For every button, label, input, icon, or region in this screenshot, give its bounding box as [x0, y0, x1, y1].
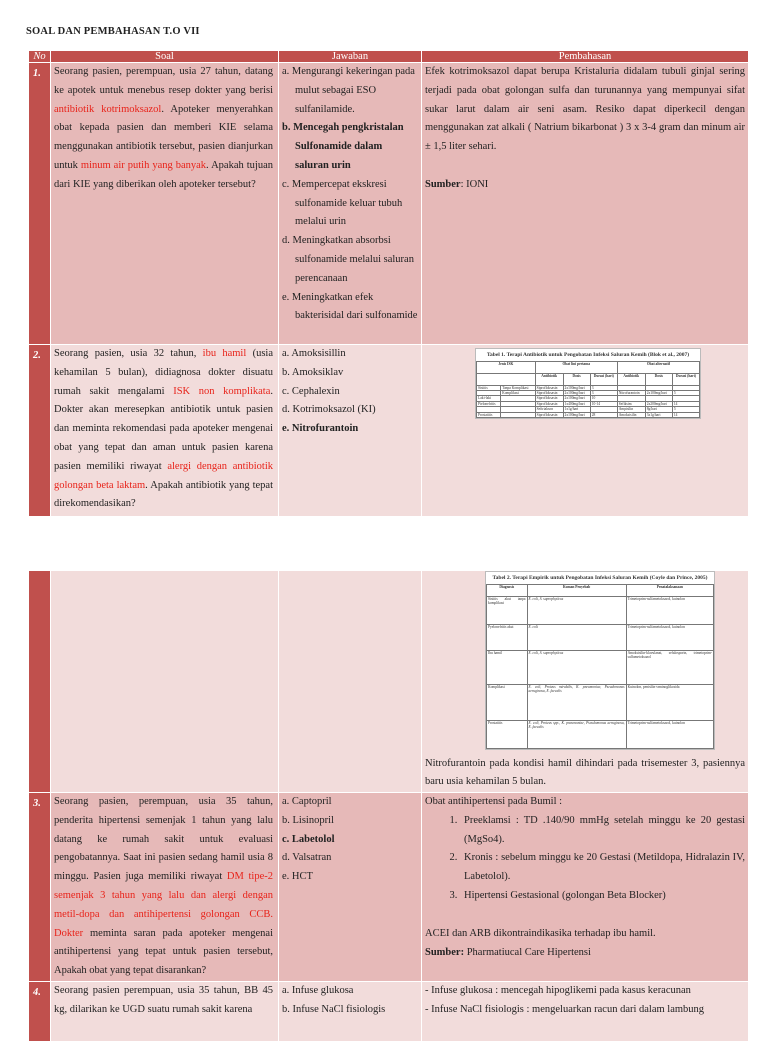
empirical-therapy-table-image	[485, 571, 715, 750]
table1-caption: Tabel 1. Terapi Antibiotik untuk Pengobatan Infeksi Saluran Kemih (Blok et al., 2007)	[486, 352, 690, 358]
table2-header: Diagnosis	[487, 584, 528, 596]
table1-cell: Siprofloksasin	[535, 390, 563, 395]
explanation	[422, 63, 749, 345]
table2-cell: E. coli, Proteus mirabilis, K. pneumoniae, Pseudomonas aeruginosa, E. faecalis	[527, 684, 626, 720]
choice-b: b. Amoksiklav	[282, 366, 344, 378]
explanation-list	[425, 812, 745, 906]
table1-cell: 28	[590, 412, 617, 417]
table2-header: Kuman Penyebab	[527, 584, 626, 596]
choice-d: d. Meningkatkan absorbsi sulfonamide melalui saluran perencanaan	[282, 235, 414, 284]
table2-cell: Sistitis akut tanpa komplikasi	[487, 596, 528, 624]
table1-cell: Pielonefritis	[477, 401, 501, 406]
soal-part: (usia kehamilan 5 bulan), didiagnosa dokter disuatu rumah sakit mengalami	[54, 348, 273, 397]
table1-header: Durasi (hari)	[672, 373, 699, 385]
table-header-row	[29, 51, 749, 63]
choice-e: e. HCT	[282, 871, 313, 883]
table1-cell: 2x100mg/hari	[563, 412, 590, 417]
antibiotic-table-image	[475, 348, 701, 419]
table2-caption: Tabel 2. Terapi Empirik untuk Pengobatan Infeksi Saluran Kemih (Coyle dan Prince, 2005)	[492, 575, 708, 581]
explanation	[422, 345, 749, 517]
source-label: Sumber:	[425, 946, 465, 958]
answer-choices	[279, 345, 422, 517]
explanation	[422, 793, 749, 982]
table2-cell: E. coli, Proteus spp., K. pneumoniae, Pseudomonas aeruginosa, E. faecalis	[527, 720, 626, 748]
question-number: 4.	[29, 982, 51, 1042]
highlight-text: minum air putih yang banyak	[80, 159, 207, 171]
source-line	[425, 176, 745, 195]
table1-header: Jenis ISK	[477, 361, 536, 373]
soal-part: . Apoteker menyerahkan obat kepada pasien dan memberi KIE selama menggunakan antibiotik tersebut, pasien dianjurkan untuk	[54, 103, 273, 171]
table1-cell: 5	[672, 390, 699, 395]
table2-cell: Amoksisilin-klavulanat, sefalosporin, trimetoprim-sulfametoksazol	[626, 650, 713, 684]
soal-part: . Apakah tujuan dari KIE yang diberikan oleh apoteker tersebut?	[54, 159, 273, 190]
choice-b: b. Lisinopril	[282, 814, 334, 826]
table1-cell: Amoksisilin	[617, 412, 645, 417]
table1-cell: Sefiksim	[617, 401, 645, 406]
table1-header: Dosis	[563, 373, 590, 385]
highlight-text: antibiotik kotrimoksazol	[54, 103, 162, 115]
source-line	[425, 944, 745, 963]
question-number: 1.	[29, 63, 51, 345]
choice-b: b. Infuse NaCl fisiologis	[282, 1003, 386, 1015]
table1-cell	[501, 412, 536, 417]
explanation-intro: Obat antihipertensi pada Bumil :	[425, 796, 563, 808]
table1-cell: 10-14	[590, 401, 617, 406]
choice-a: a. Amoksisillin	[282, 348, 346, 359]
qa-table-part-2	[28, 570, 749, 1042]
question-number: 3.	[29, 793, 51, 982]
highlight-text: DM tipe-2 semenjak 3 tahun yang lalu dan alergi dengan metil-dopa dan antihipertensi golongan CCB. Dokter	[54, 871, 273, 939]
table1-cell: 2x200mg/hari	[645, 401, 672, 406]
highlight-text: ISK non komplikata	[173, 385, 271, 397]
table1-cell: 2x100mg/hari	[563, 390, 590, 395]
explanation-list	[425, 982, 745, 1020]
question-number: 2.	[29, 345, 51, 517]
qa-table-part-1	[28, 50, 749, 517]
table1-header: Durasi (hari)	[590, 373, 617, 385]
table1-cell: 2x100mg/hari	[645, 390, 672, 395]
table1-cell: 5	[672, 407, 699, 412]
choice-c: c. Mempercepat ekskresi sulfonamide keluar tubuh melalui urin	[282, 178, 403, 228]
question-row-2	[29, 345, 749, 517]
explanation-text: Nitrofurantoin pada kondisi hamil dihindari pada trisemester 3, pasiennya baru usia kehamilan 5 bulan.	[425, 757, 745, 788]
table2-cell: Trimetoprim-sulfametoksazol, kuinolon	[626, 596, 713, 624]
table1-cell: 1x1g/hari	[563, 407, 590, 412]
table1	[476, 361, 700, 418]
header-soal: Soal	[51, 51, 279, 63]
question-text: Seorang pasien perempuan, usia 35 tahun, BB 45 kg, dilarikan ke UGD suatu rumah sakit karena	[51, 982, 279, 1042]
table1-group-alt: Obat alternatif	[617, 361, 699, 373]
table1-header	[477, 373, 536, 385]
table2-cell: E. coli	[527, 624, 626, 650]
header-pembahasan: Pembahasan	[422, 51, 749, 63]
table2-cell: Prostatitis	[487, 720, 528, 748]
table1-cell: Ampisilin	[617, 407, 645, 412]
explanation	[422, 571, 749, 793]
table1-cell: 1x400mg/hari	[563, 401, 590, 406]
table2-cell: Pyelonefritis akut	[487, 624, 528, 650]
table2-cell: Kuinolon, penisilin+aminoglikosida	[626, 684, 713, 720]
table1-cell: Siprofloksasin	[535, 385, 563, 390]
answer-choices	[279, 982, 422, 1042]
choice-c: c. Cephalexin	[282, 385, 340, 397]
table1-header: Dosis	[645, 373, 672, 385]
choice-d: d. Kotrimoksazol (KI)	[282, 404, 376, 416]
document-title: SOAL DAN PEMBAHASAN T.O VII	[26, 26, 200, 37]
table2-cell: E. coli, S. saprophyticus	[527, 650, 626, 684]
choice-d: d. Valsatran	[282, 852, 332, 864]
table2-cell: Trimetoprim-sulfametoksazol, kuinolon	[626, 624, 713, 650]
answer-choices	[279, 63, 422, 345]
table1-cell: 2x100mg/hari	[563, 396, 590, 401]
table1-group-first: Obat lini pertama	[535, 361, 617, 373]
table1-cell: Seftriakson	[535, 407, 563, 412]
table1-cell: Laki-laki	[477, 396, 501, 401]
table1-cell: Tanpa Komplikasi	[501, 385, 536, 390]
question-text	[51, 793, 279, 982]
choice-a: a. Mengurangi kekeringan pada mulut sebagai ESO sulfanilamide.	[282, 66, 415, 115]
table2-cell: Trimetoprim-sulfametoksazol, kuinolon	[626, 720, 713, 748]
table1-cell: 14	[672, 401, 699, 406]
table1-cell: Sistitis	[477, 385, 501, 390]
soal-part: . Apakah antibiotik yang tepat direkomendasikan?	[54, 479, 273, 510]
soal-part: . Dokter akan meresepkan antibiotik untuk pasien dan meminta rekomendasi pada apoteker mengenai obat yang tepat dan aman untuk pasien karena pasien memiliki riwayat	[54, 385, 273, 472]
question-row-4	[29, 982, 749, 1042]
choice-a: a. Infuse glukosa	[282, 985, 354, 997]
table1-cell: 3	[590, 385, 617, 390]
question-row-2-continued	[29, 571, 749, 793]
source-value: Pharmatiucal Care Hipertensi	[464, 946, 591, 958]
highlight-text: ibu hamil	[202, 348, 247, 359]
table1-cell: 8g/hari	[645, 407, 672, 412]
table1-cell: Siprofloksasin	[535, 401, 563, 406]
explanation-note: ACEI dan ARB dikontraindikasika terhadap ibu hamil.	[425, 927, 656, 939]
table2	[486, 584, 714, 749]
list-item: 2. Kronis : sebelum minggu ke 20 Gestasi (Metildopa, Hidralazin IV, Labetolol).	[460, 849, 745, 887]
question-row-1	[29, 63, 749, 345]
table1-cell: Nitrofurantoin	[617, 390, 645, 395]
choice-e: e. Meningkatkan efek bakterisidal dari sulfonamide	[282, 291, 418, 322]
explanation-text: Efek kotrimoksazol dapat berupa Kristaluria didalam tubuli ginjal sering terjadi pada obat golongan sulfa dan turunannya yang mempunyai sifat sukar larut dalam air seni asam. Resiko dapat diperkecil dengan menggunakan zat alkali ( Natrium bikarbonat ) 3 x 3-4 gram dan minum air ± 1,5 liter sehari.	[425, 66, 745, 153]
question-row-3	[29, 793, 749, 982]
list-item: 3. Hipertensi Gestasional (golongan Beta Blocker)	[460, 887, 745, 906]
table1-header: Antibiotik	[617, 373, 645, 385]
table1-cell: 3	[590, 390, 617, 395]
table1-cell: Prostatitis	[477, 412, 501, 417]
table2-cell: E. coli, S. saprophyticus	[527, 596, 626, 624]
table2-cell: Ibu hamil	[487, 650, 528, 684]
soal-part: Seorang pasien, perempuan, usia 27 tahun, datang ke apotek untuk menebus resep dokter yang berisi	[54, 66, 273, 96]
table2-cell: Komplikasi	[487, 684, 528, 720]
header-jawaban: Jawaban	[279, 51, 422, 63]
table2-header: Penatalaksanaan	[626, 584, 713, 596]
list-item: 1. Preeklamsi : TD .140/90 mmHg setelah minggu ke 20 gestasi (MgSo4).	[460, 812, 745, 850]
soal-part: Seorang pasien, usia 32 tahun,	[54, 348, 203, 359]
table1-cell: Siprofloksasin	[535, 396, 563, 401]
table1-cell: 10	[590, 396, 617, 401]
source-value: : IONI	[460, 178, 489, 190]
choice-e-correct: e. Nitrofurantoin	[282, 423, 359, 435]
soal-part: Seorang pasien, perempuan, usia 35 tahun, penderita hipertensi semenjak 1 tahun yang lalu datang ke rumah sakit untuk evaluasi pengobatannya. Saat ini pasien sedang hamil usia 8 minggu. Pasien juga memiliki riwayat	[54, 796, 273, 883]
table1-cell: Siprofloksasin	[535, 412, 563, 417]
source-label: Sumber	[425, 178, 461, 190]
list-item: - Infuse NaCl fisiologis : mengeluarkan racun dari dalam lambung	[425, 1001, 745, 1020]
table1-cell: 2x100mg/hari	[563, 385, 590, 390]
list-item: - Infuse glukosa : mencegah hipoglikemi pada kasus keracunan	[425, 982, 745, 1001]
choice-b-correct: b. Mencegah pengkristalan Sulfonamide dalam saluran urin	[282, 122, 404, 171]
table1-cell: 14	[672, 412, 699, 417]
highlight-text: alergi dengan antibiotik golongan beta laktam	[54, 460, 274, 491]
table1-cell: 3x1g/hari	[645, 412, 672, 417]
choice-c-correct: c. Labetolol	[282, 833, 335, 845]
choice-a: a. Captopril	[282, 796, 332, 808]
table1-cell: Komplikasi	[501, 390, 536, 395]
question-text	[51, 345, 279, 517]
question-text	[51, 63, 279, 345]
answer-choices	[279, 793, 422, 982]
table1-header: Antibiotik	[535, 373, 563, 385]
explanation	[422, 982, 749, 1042]
header-no: No	[29, 51, 51, 63]
soal-part: meminta saran pada apoteker mengenai antihipertensi yang tepat untuk pasien tersebut, Apakah obat yang tepat disarankan?	[54, 927, 273, 977]
